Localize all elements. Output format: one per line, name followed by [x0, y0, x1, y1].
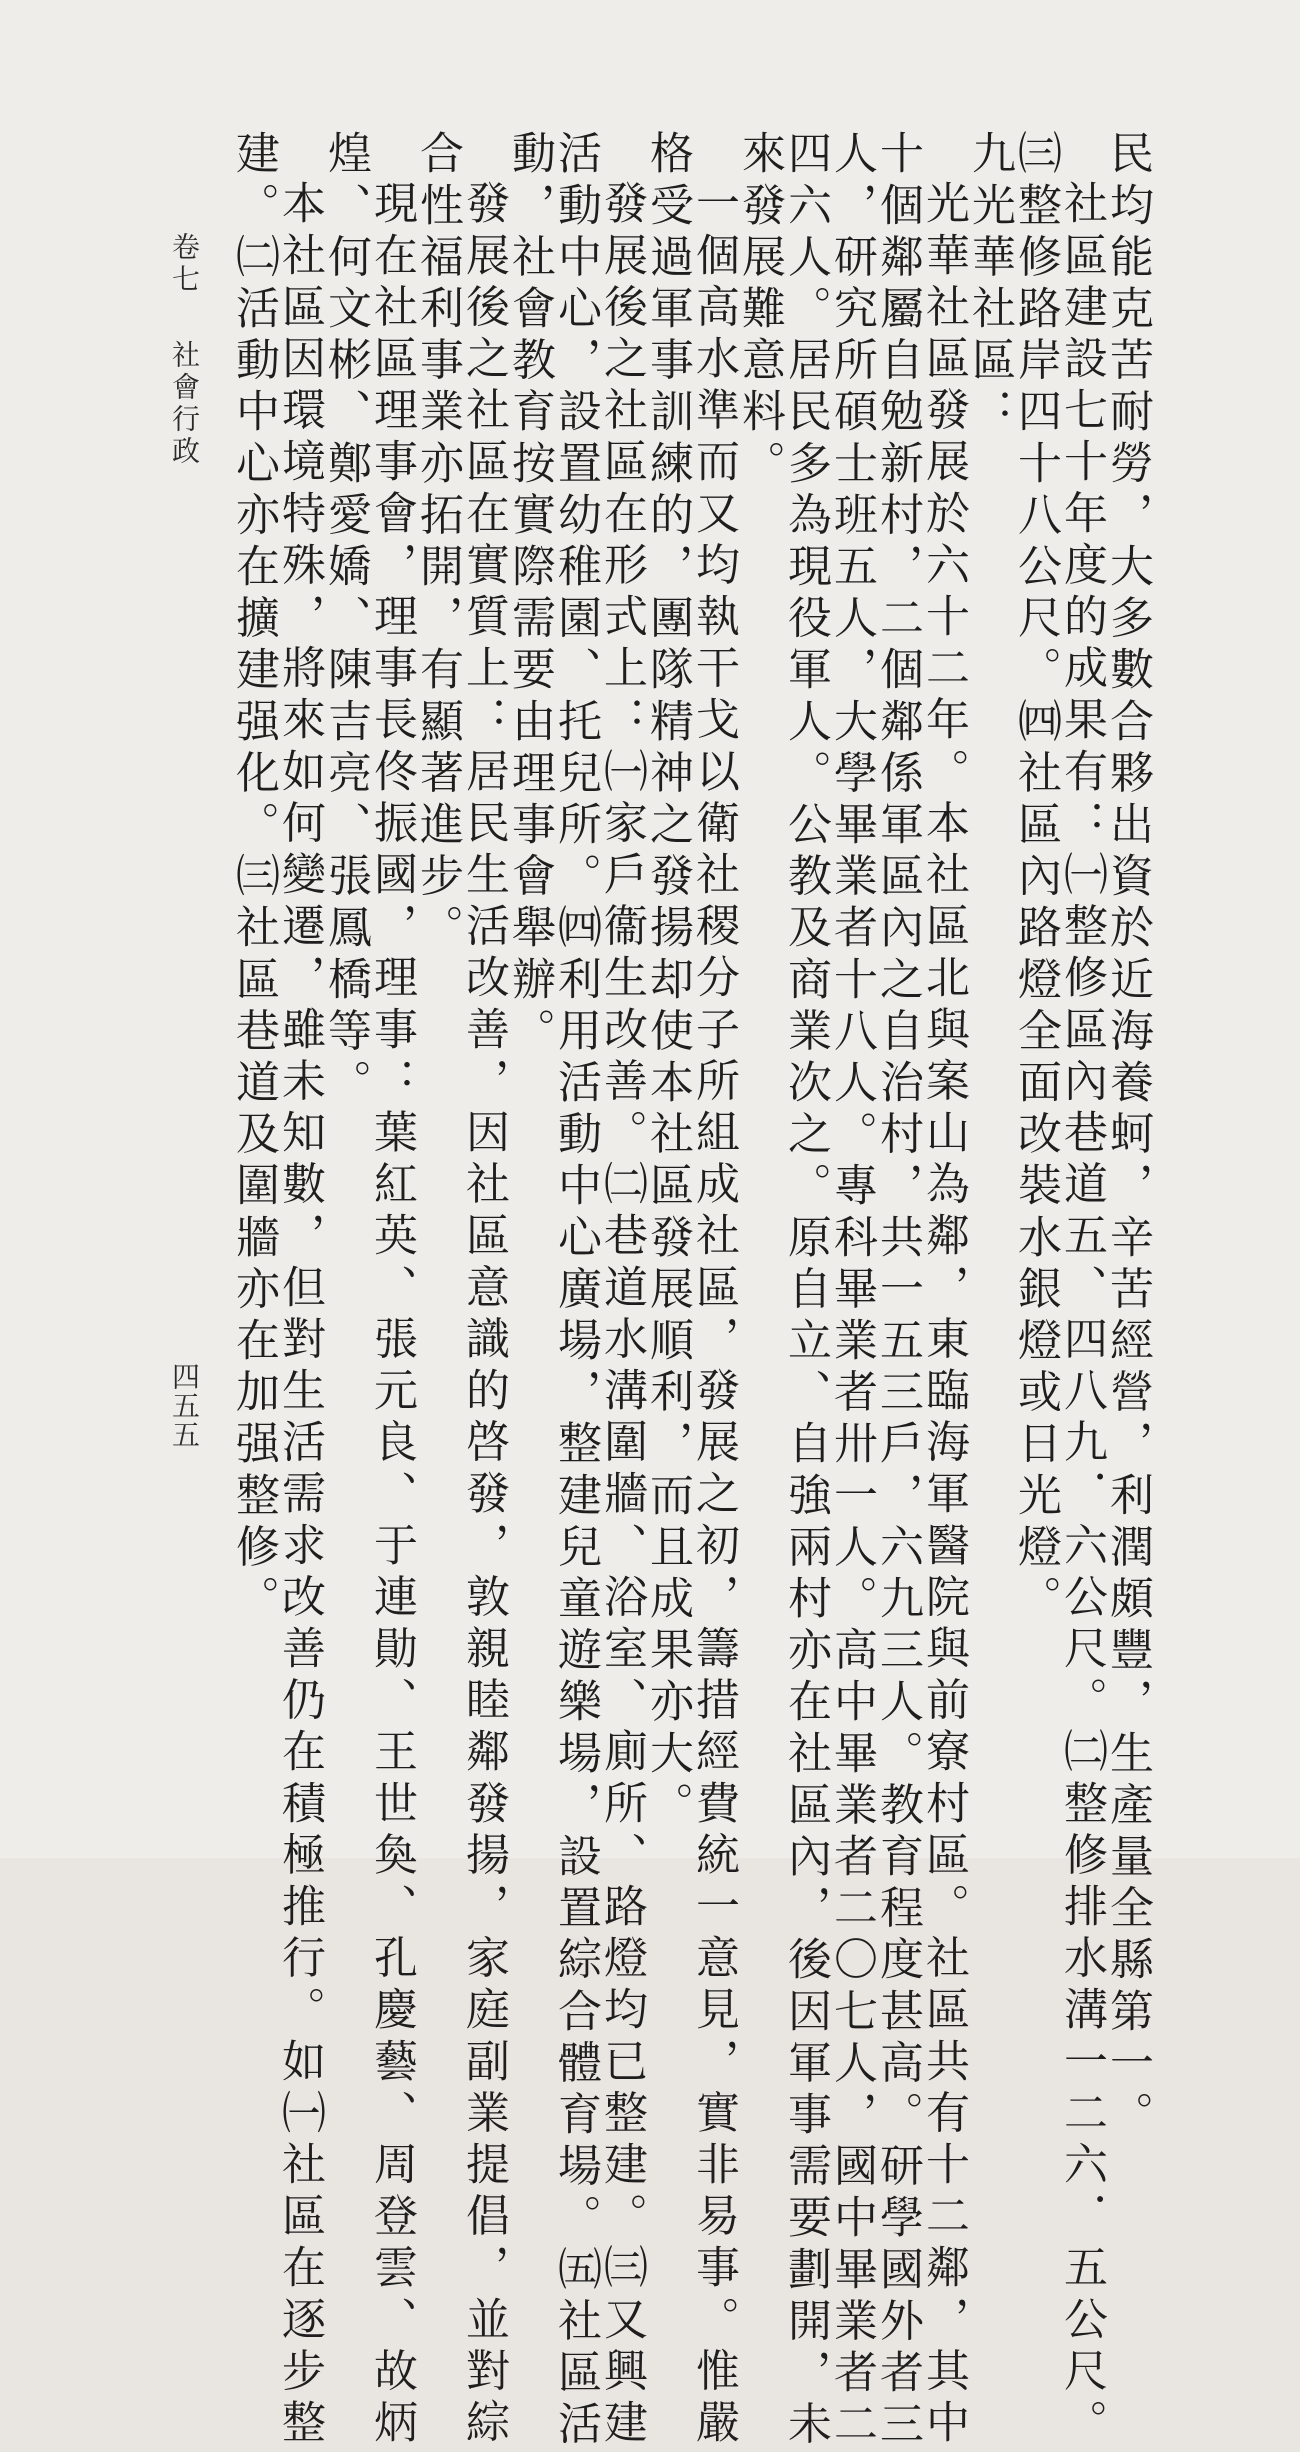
text-column: 民均能克苦耐勞，大多數合夥出資於近海養蚵，辛苦經營，利潤頗豐，生產量全縣第一。	[1102, 130, 1153, 2143]
text-column: 建。㈡活動中心亦在擴建强化。㈢社區巷道及圍牆亦在加强整修。	[228, 130, 279, 1627]
text-column: 人，研究所碩士班五人，大學畢業者十八人。專科畢業者卅一人。高中畢業者二〇七人，國中畢業者二	[826, 130, 877, 2452]
page-number: 四五五	[168, 1362, 201, 1449]
text-column: 光華社區發展於六十二年。本社區北與案山為鄰，東臨海軍醫院與前寮村區。社區共有十二鄰，其中	[918, 180, 969, 2451]
text-column: 本社區因環境特殊，將來如何變遷，雖未知數，但對生活需求改善仍在積極推行。如㈠社區在逐步整	[274, 180, 325, 2451]
text-column: 現在社區理事會，理事長佟振國，理事：葉紅英、張元良、于連勛、王世奐、孔慶藝、周登雲、故炳	[366, 180, 417, 2451]
volume-label: 卷七	[168, 232, 201, 296]
text-column: 發展後之社區在實質上：居民生活改善，因社區意識的啓發，敦親睦鄰發揚，家庭副業提倡，並對綜	[458, 180, 509, 2451]
text-column: 格受過軍事訓練的，團隊精神之發揚却使本社區發展順利，而且成果亦大。	[642, 130, 693, 1833]
text-column: 發展後之社區在形式上：㈠家戶衞生改善。㈡巷道水溝圍牆、浴室、廁所、路燈均已整建。㈢又興建	[596, 180, 647, 2451]
section-label: 社會行政	[168, 340, 201, 468]
section-heading: 九光華社區：	[964, 130, 1015, 440]
text-column: 煌、何文彬、鄭愛嬌、陳吉亮、張鳳橋等。	[320, 130, 371, 1111]
text-column: 一個高水準而又均執干戈以衛社稷分子所組成社區，發展之初，籌措經費統一意見，實非易事。惟嚴	[688, 180, 739, 2451]
text-column: 社區建設七十年度的成果有：㈠整修區內巷道五、四八九．六公尺。㈡整修排水溝一二六．五公尺。	[1056, 180, 1107, 2451]
text-column: 十個鄰屬自勉新村，二個鄰係軍區內之自治村，共一五三戶，六九三人。教育程度甚高。研學國外者三	[872, 130, 923, 2452]
text-column: 四六人。居民多為現役軍人。公教及商業次之。原自立、自強兩村亦在社區內，後因軍事需要劃開，未	[780, 130, 831, 2452]
text-column: 動，社會教育按實際需要由理事會舉辦。	[504, 130, 555, 1059]
text-column: 來發展難意料。	[734, 130, 785, 492]
text-column: 合性福利事業亦拓開，有顯著進步。	[412, 130, 463, 956]
text-column: 活動中心，設置幼稚園、托兒所。㈣利用活動中心廣場，整建兒童遊樂場，設置綜合體育場。㈤社區活	[550, 130, 601, 2452]
text-column: ㈢整修路岸四十八公尺。㈣社區內路燈全面改裝水銀燈或日光燈。	[1010, 130, 1061, 1627]
